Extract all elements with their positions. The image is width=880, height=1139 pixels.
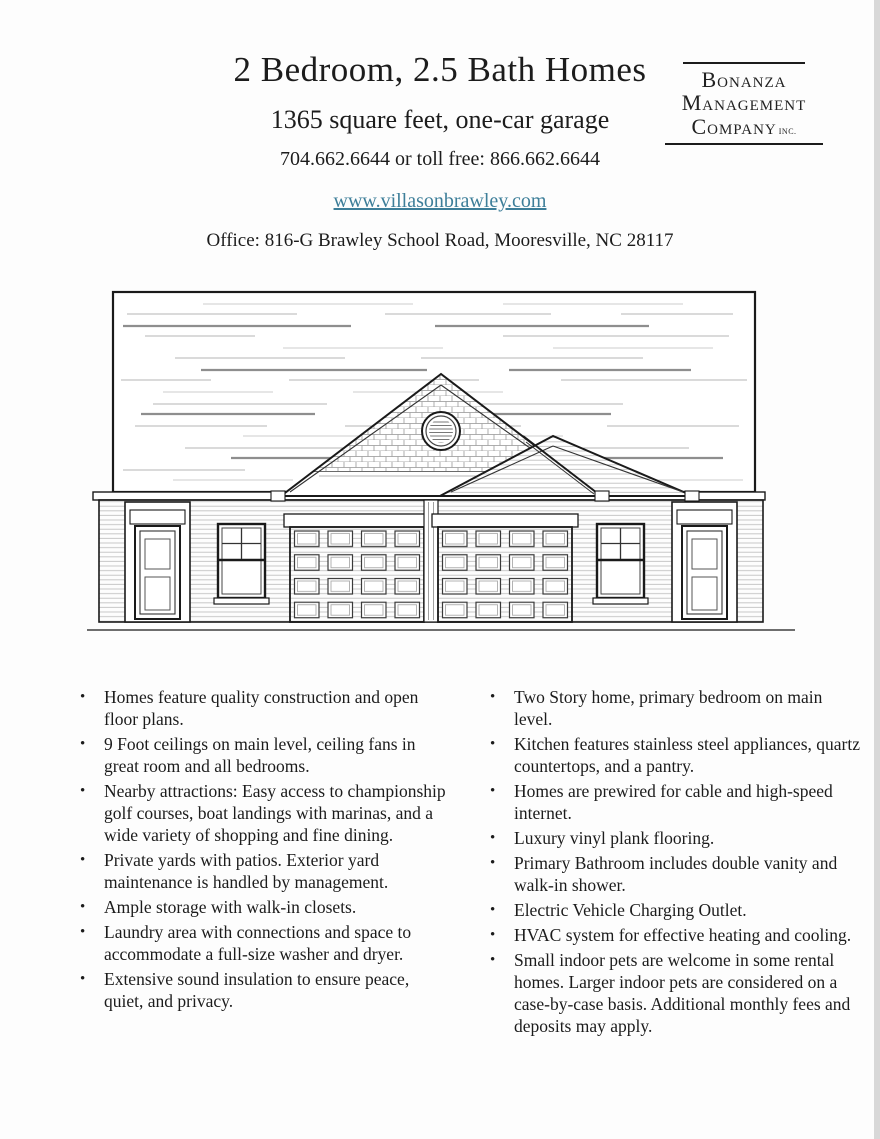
- feature-item: [78, 968, 450, 1012]
- feature-item: [78, 780, 450, 846]
- feature-lists: [0, 686, 880, 1040]
- feature-item: [488, 733, 860, 777]
- elevation-drawing-container: [0, 286, 880, 658]
- logo-rule-bottom: [665, 143, 823, 145]
- office-address: Office: 816-G Brawley School Road, Mooresville, NC 28117: [206, 230, 674, 251]
- feature-item: [78, 849, 450, 893]
- bullet-dot: •: [490, 855, 496, 871]
- feature-text: Homes are prewired for cable and high-speed internet.: [514, 781, 833, 823]
- bullet-dot: •: [490, 902, 496, 918]
- phone-line: 704.662.6644 or toll free: 866.662.6644: [280, 148, 600, 170]
- flyer-header: [0, 0, 880, 252]
- feature-item: [78, 733, 450, 777]
- features-left-column: [78, 686, 450, 1040]
- duplex-front-elevation-drawing: [83, 286, 798, 658]
- logo-rule-top: [683, 62, 805, 64]
- bullet-dot: •: [490, 952, 496, 968]
- feature-item: [488, 780, 860, 824]
- feature-text: Two Story home, primary bedroom on main level.: [514, 687, 823, 729]
- feature-text: Small indoor pets are welcome in some rental homes. Larger indoor pets are considered on a case-by-case basis. Additional monthly fees and deposits may apply.: [514, 950, 851, 1036]
- bullet-dot: •: [80, 971, 86, 987]
- page-title: 2 Bedroom, 2.5 Bath Homes: [233, 50, 647, 89]
- bullet-dot: •: [490, 783, 496, 799]
- bullet-dot: •: [490, 927, 496, 943]
- feature-item: [488, 686, 860, 730]
- bullet-dot: •: [80, 924, 86, 940]
- bullet-dot: •: [80, 852, 86, 868]
- bullet-dot: •: [80, 899, 86, 915]
- bullet-dot: •: [490, 689, 496, 705]
- feature-text: Homes feature quality construction and open floor plans.: [104, 687, 419, 729]
- feature-item: [78, 896, 450, 918]
- feature-text: HVAC system for effective heating and cooling.: [514, 925, 852, 945]
- feature-item: [488, 827, 860, 849]
- features-right-column: [488, 686, 860, 1040]
- feature-text: 9 Foot ceilings on main level, ceiling fans in great room and all bedrooms.: [104, 734, 416, 776]
- feature-text: Extensive sound insulation to ensure peace, quiet, and privacy.: [104, 969, 410, 1011]
- website-link[interactable]: www.villasonbrawley.com: [333, 190, 547, 212]
- bullet-dot: •: [80, 689, 86, 705]
- feature-text: Luxury vinyl plank flooring.: [514, 828, 715, 848]
- feature-text: Kitchen features stainless steel appliances, quartz countertops, and a pantry.: [514, 734, 860, 776]
- bullet-dot: •: [80, 783, 86, 799]
- feature-text: Primary Bathroom includes double vanity and walk-in shower.: [514, 853, 838, 895]
- feature-text: Nearby attractions: Easy access to championship golf courses, boat landings with marinas, and a wide variety of shopping and fine dining.: [104, 781, 446, 845]
- feature-text: Private yards with patios. Exterior yard maintenance is handled by management.: [104, 850, 389, 892]
- bullet-dot: •: [80, 736, 86, 752]
- feature-item: [488, 949, 860, 1037]
- feature-item: [488, 924, 860, 946]
- feature-text: Laundry area with connections and space to accommodate a full-size washer and dryer.: [104, 922, 412, 964]
- feature-text: Ample storage with walk-in closets.: [104, 897, 357, 917]
- feature-item: [78, 921, 450, 965]
- page-subtitle: 1365 square feet, one-car garage: [270, 105, 610, 134]
- bullet-dot: •: [490, 736, 496, 752]
- logo-line-3: Company INC.: [691, 113, 797, 139]
- bullet-dot: •: [490, 830, 496, 846]
- logo-line-1: Bonanza: [701, 67, 787, 92]
- feature-text: Electric Vehicle Charging Outlet.: [514, 900, 747, 920]
- logo-line-2: Management: [681, 90, 807, 116]
- feature-item: [488, 899, 860, 921]
- feature-item: [488, 852, 860, 896]
- company-logo: [644, 62, 844, 145]
- logo-inc-suffix: INC.: [778, 126, 797, 136]
- feature-item: [78, 686, 450, 730]
